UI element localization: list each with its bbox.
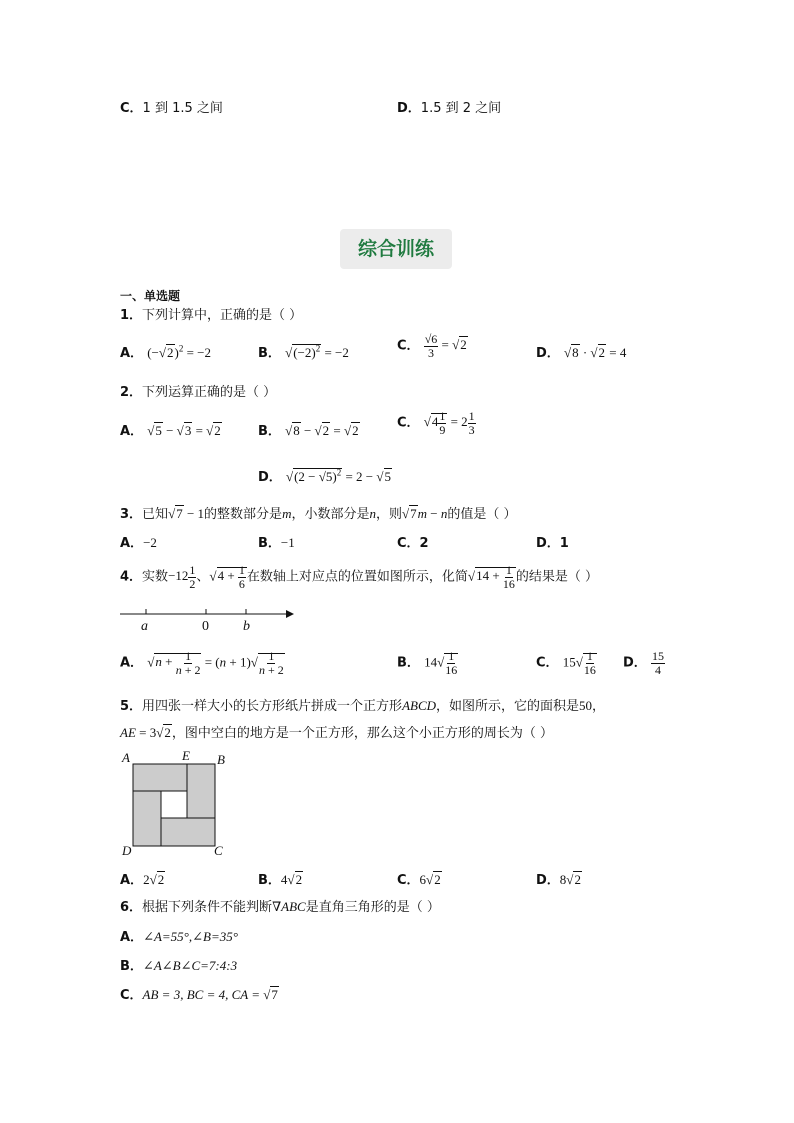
fig-label-b: B [217,752,225,767]
fig-label-d: D [122,843,132,858]
option-value: −2 [143,535,157,550]
math-expression: 8√2 [559,872,581,887]
var-m: m [282,506,292,521]
math-expression: √n + $\frac{1}{n + 2}$ = (n + 1)√ $\frac{1}{n + 2}$ [147,649,284,677]
option-value: 1 [559,536,569,551]
math-expression: 4√2 [280,872,303,887]
q3-option-b [258,532,295,551]
math-expression: √4 $\frac{1}{9}$ = 2 $\frac{1}{3}$ [423,409,475,437]
stem-part: 、 [196,569,210,585]
stem-part: 的值是（ ） [447,507,517,522]
area-value: 50 [579,698,593,713]
stem-part: 用四张一样大小的长方形纸片拼成一个正方形 [142,699,403,714]
fig-label-a: A [122,750,130,765]
stem-part: 是直角三角形的是（ ） [305,900,440,915]
stem-part: 在数轴上对应点的位置如图所示，化简 [246,569,468,585]
q6-option-b [120,955,237,974]
option-value: ∠A∠B∠C=7:4:3 [142,958,238,973]
q5-option-a [120,869,165,888]
stem-part: 根据下列条件不能判断 [142,900,273,915]
option-value: 6 [419,872,427,887]
math-expression: $√(2 - √5)^2 = 2 - √5$ [285,467,392,484]
math-expression: √7 − 1 [168,506,205,521]
math-expression: −12 $\frac{1}{2}$ [168,563,196,591]
option-letter: B． [258,873,281,888]
q1-option-c [397,333,468,360]
question-number: 2． [120,385,143,400]
option-letter: D． [397,101,421,116]
option-letter: B． [258,536,281,551]
option-letter: A． [120,424,144,439]
question-text: 下列计算中，正确的是（ ） [142,308,303,323]
option-value: 2 [143,872,150,887]
q5-option-b [258,869,303,888]
question-number: 1． [120,308,143,323]
q1-option-d [536,342,626,361]
option-text: 1 到 1.5 之间 [142,101,223,116]
math-expression: √8 · √2 = 4 [563,345,627,360]
option-letter: D． [623,655,647,671]
option-letter: B． [120,959,143,974]
stem-part: 的整数部分是 [204,507,283,522]
question-text: 下列运算正确的是（ ） [142,385,277,400]
stem-part: 实数 [142,569,169,585]
math-expression: $√(-2)^2 = -2$ [285,343,349,360]
question-number: 5． [120,699,143,714]
math-expression: √5 − √3 = √2 [147,423,221,438]
q4-option-c [536,650,597,677]
option-text: 1.5 到 2 之间 [420,101,502,116]
option-letter: C． [397,536,420,551]
fig-label-e: E [182,748,190,763]
q2-option-c [397,410,476,437]
q3-option-c [397,532,429,551]
section-banner: 综合训练 [340,229,452,269]
option-letter: B． [258,346,281,361]
question-number: 6． [120,900,143,915]
axis-label-0: 0 [202,619,209,634]
q3-option-d [536,532,569,551]
question-5-line-1: 5．用四张一样大小的长方形纸片拼成一个正方形ABCD，如图所示，它的面积是50， [120,698,606,714]
q6-option-c [120,984,279,1003]
option-value: AB = 3, BC = 4, CA = [142,987,260,1002]
option-value: 4 [280,872,288,887]
q1-option-a [120,342,211,361]
option-value: 2 [419,536,429,551]
math-expression: 6√2 [419,872,441,887]
math-expression: 14√ $\frac{1}{16}$ [424,649,458,677]
question-2-stem [120,381,276,400]
math-expression: √4 + $\frac{1}{6}$ [209,563,245,591]
math-expression: 15√ $\frac{1}{16}$ [562,649,596,677]
option-letter: A． [120,655,144,671]
option-letter: D． [258,470,282,485]
option-letter: A． [120,536,144,551]
math-expression: √7 [260,987,278,1002]
top-option-c [120,97,223,116]
option-letter: D． [536,873,560,888]
math-expression: $\frac{15}{4}$ [651,649,664,677]
top-option-d [397,97,501,116]
fig-label-c: C [214,843,223,858]
question-1-stem [120,304,302,323]
math-expression: $\frac{√6}{3}$ = √2 [424,332,467,360]
option-letter: C． [120,101,143,116]
option-letter: C． [397,415,420,431]
axis-label-a: a [141,619,148,634]
math-expression: AE = 3√2 [120,725,171,740]
section-heading: 一、单选题 [120,289,181,303]
triangle-name: ∇ABC [272,899,306,914]
q4-option-b [397,650,458,677]
option-letter: C． [120,988,143,1003]
math-expression: √14 + $\frac{1}{16}$ [467,563,515,591]
q3-option-a [120,532,157,551]
option-value: −1 [280,535,295,550]
question-5-line-2 [120,722,553,741]
option-letter: A． [120,346,144,361]
math-expression: √7m − n [401,506,448,521]
math-expression: √8 − √2 = √2 [285,423,359,438]
option-letter: A． [120,930,144,945]
math-expression: 2√2 [143,872,165,887]
rhs: = −2 [324,345,349,360]
stem-part: ，则 [375,507,402,522]
q2-option-d [258,466,392,485]
math-expression: $(-√2)^2 = -2$ [147,343,212,360]
stem-part: ，小数部分是 [291,507,370,522]
question-3-stem [120,503,517,522]
square-name: ABCD [402,698,437,713]
stem-part: 的结果是（ ） [515,569,599,585]
question-number: 3． [120,507,143,522]
q2-option-b [258,420,360,439]
question-number: 4． [120,569,143,585]
option-letter: B． [397,655,420,671]
q5-option-d [536,869,582,888]
q5-option-c [397,869,442,888]
q4-option-d [623,650,665,677]
option-letter: B． [258,424,281,439]
q6-option-a [120,926,238,945]
option-letter: D． [536,346,560,361]
stem-part: ，图中空白的地方是一个正方形，那么这个小正方形的周长为（ ） [171,726,553,741]
option-letter: C． [397,338,420,354]
stem-part: 已知 [142,507,169,522]
q4-option-a [120,650,285,677]
option-letter: C． [536,655,559,671]
q1-option-b [258,342,349,361]
option-letter: D． [536,536,560,551]
option-value: 8 [559,872,567,887]
rhs: = −2 [186,345,212,360]
axis-label-b: b [243,619,250,634]
option-letter: A． [120,873,144,888]
option-letter: C． [397,873,420,888]
question-4-stem [120,564,598,591]
question-6-stem [120,896,440,915]
q2-option-a [120,420,222,439]
option-value: ∠A=55°,∠B=35° [143,929,238,944]
rhs: = 4 [609,345,627,360]
var-n: n [369,506,376,521]
stem-part: ，如图所示，它的面积是 [436,699,580,714]
